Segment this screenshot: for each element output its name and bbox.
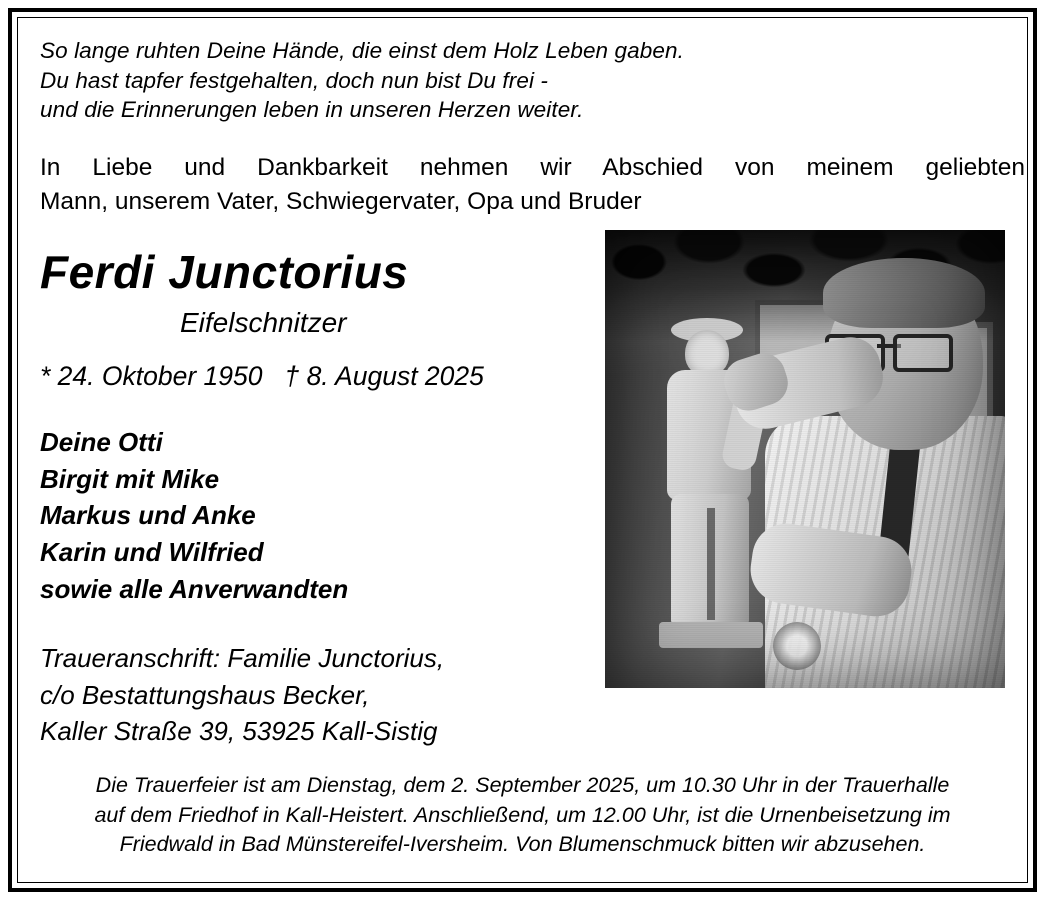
deceased-profession: Eifelschnitzer (180, 306, 347, 338)
death-date: † 8. August 2025 (284, 360, 484, 391)
outer-border (8, 8, 1037, 892)
family-line: Birgit mit Mike (40, 463, 220, 494)
funeral-service-details (40, 771, 1005, 860)
memorial-verse (40, 36, 1005, 125)
address-line: Kaller Straße 39, 53925 Kall-Sistig (40, 715, 438, 746)
deceased-name: Ferdi Junctorius (40, 245, 409, 298)
family-line: sowie alle Anverwandten (40, 574, 349, 605)
footer-line: auf dem Friedhof in Kall-Heistert. Anschließend, um 12.00 Uhr, ist die Urnenbeisetzung im (94, 802, 951, 827)
family-line: Karin und Wilfried (40, 537, 264, 568)
inner-border (17, 17, 1028, 883)
intro-text (40, 151, 1025, 219)
footer-line: Die Trauerfeier ist am Dienstag, dem 2. September 2025, um 10.30 Uhr in der Trauerhalle (95, 773, 950, 798)
verse-line-2: Du hast tapfer festgehalten, doch nun bist Du frei - (40, 67, 548, 93)
photo-vignette (605, 230, 1005, 688)
verse-line-1: So lange ruhten Deine Hände, die einst dem Holz Leben gaben. (40, 38, 684, 63)
footer-line: Friedwald in Bad Münstereifel-Iversheim. Von Blumenschmuck bitten wir abzusehen. (119, 832, 926, 857)
verse-line-3: und die Erinnerungen leben in unseren Herzen weiter. (40, 97, 584, 123)
address-line: c/o Bestattungshaus Becker, (40, 679, 370, 710)
family-line: Deine Otti (40, 426, 163, 457)
address-line: Traueranschrift: Familie Junctorius, (40, 643, 445, 674)
intro-line-1: In Liebe und Dankbarkeit nehmen wir Abschied von meinem geliebten (40, 154, 1025, 182)
birth-date: * 24. Oktober 1950 (40, 360, 263, 391)
family-line: Markus und Anke (40, 500, 256, 531)
portrait-photo (605, 230, 1005, 688)
intro-line-2: Mann, unserem Vater, Schwiegervater, Opa und Bruder (40, 187, 642, 215)
